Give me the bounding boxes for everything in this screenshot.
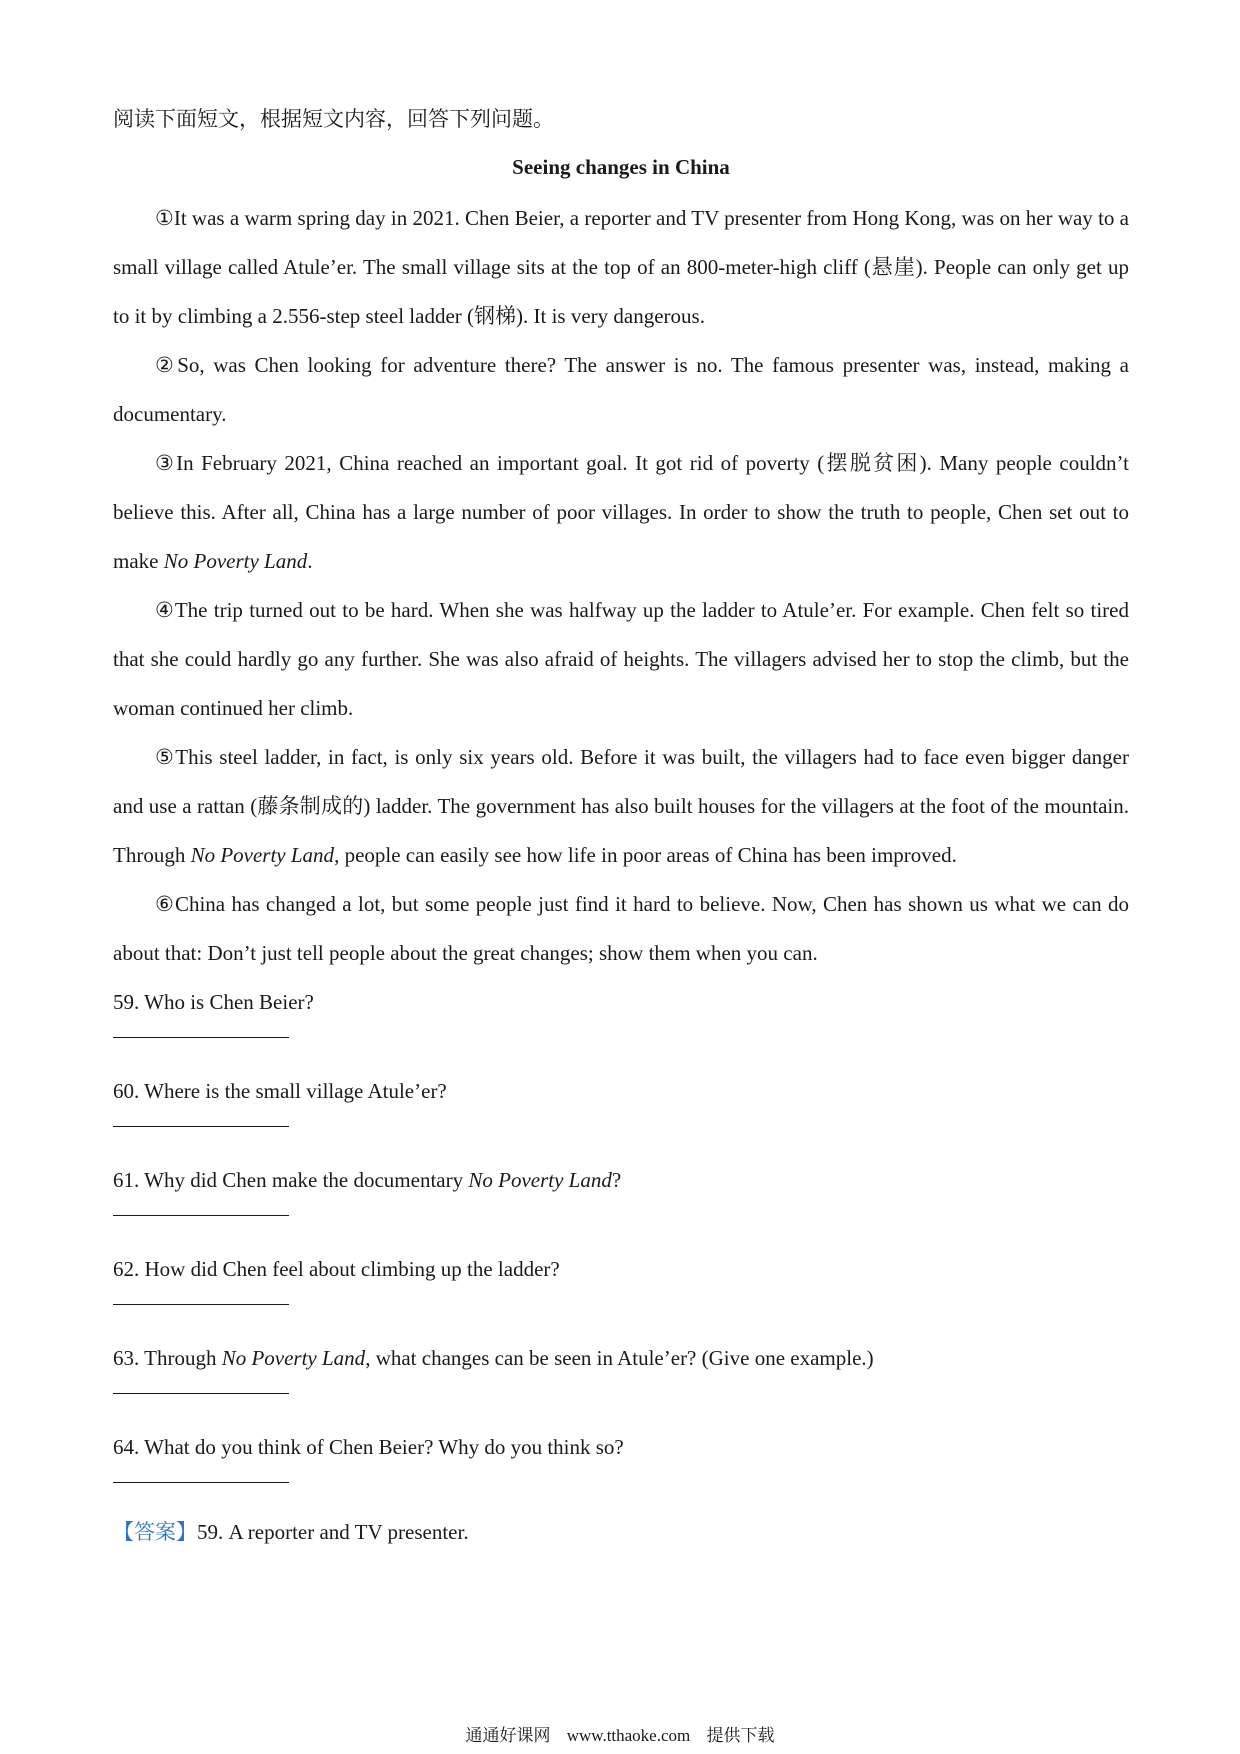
question-61 [113,1156,1129,1205]
documentary-title: No Poverty Land [190,843,335,867]
question-61-end: ? [611,1168,622,1192]
document-page [113,100,1129,1552]
answer-blank-64[interactable] [113,1482,289,1483]
question-63-text: 63. Through [113,1346,222,1370]
answer-blank-60[interactable] [113,1126,289,1127]
answer-blank-59[interactable] [113,1037,289,1038]
footer-download-text: 提供下载 [706,1726,775,1745]
answer-blank-61[interactable] [113,1215,289,1216]
question-64: 64. What do you think of Chen Beier? Why do you think so? [113,1435,624,1459]
paragraph-5 [113,733,1129,880]
paragraph-1: ①It was a warm spring day in 2021. Chen Beier, a reporter and TV presenter from Hong Kong, was on her way to a small village called Atule’er. The small village sits at the top of an 800-meter-high cliff (悬崖). People can only get up to it by climbing a 2.556-step steel ladder (钢梯). It is very dangerous. [113,206,1129,328]
question-list [113,978,1129,1483]
paragraph-3-end: . [307,549,313,573]
answer-blank-63[interactable] [113,1393,289,1394]
answer-tag: 【答案】 [113,1520,197,1544]
question-59: 59. Who is Chen Beier? [113,990,314,1014]
paragraph-5-text: ⑤This steel ladder, in fact, is only six years old. Before it was built, the villagers had to face even bigger danger and use a rattan (藤条制成的) ladder. The government has also built houses for the villagers at the foot of the mountain. Through [113,745,1129,867]
answer-blank-62[interactable] [113,1304,289,1305]
answer-text: 59. A reporter and TV presenter. [197,1520,469,1544]
paragraph-6: ⑥China has changed a lot, but some people just find it hard to believe. Now, Chen has shown us what we can do about that: Don’t just tell people about the great changes; show them when you can. [113,892,1129,965]
paragraph-5-end: , people can easily see how life in poor areas of China has been improved. [334,843,957,867]
passage-title: Seeing changes in China [512,155,730,179]
instruction-text: 阅读下面短文，根据短文内容，回答下列问题。 [113,107,554,131]
documentary-title: No Poverty Land [468,1168,612,1192]
page-footer [0,1724,1240,1748]
question-63-end: , what changes can be seen in Atule’er? (Give one example.) [365,1346,874,1370]
paragraph-2: ②So, was Chen looking for adventure there? The answer is no. The famous presenter was, instead, making a documentary. [113,353,1129,426]
question-62: 62. How did Chen feel about climbing up the ladder? [113,1257,560,1281]
footer-site-link[interactable]: www.tthaoke.com [566,1726,691,1745]
paragraph-3 [113,439,1129,586]
answer-section [113,1512,1129,1552]
question-63 [113,1334,1129,1383]
passage [113,194,1129,978]
question-60: 60. Where is the small village Atule’er? [113,1079,447,1103]
paragraph-4: ④The trip turned out to be hard. When she was halfway up the ladder to Atule’er. For example. Chen felt so tired that she could hardly go any further. She was also afraid of heights. The villagers advised her to stop the climb, but the woman continued her climb. [113,598,1129,720]
documentary-title: No Poverty Land [221,1346,366,1370]
footer-brand: 通通好课网 [465,1726,551,1745]
documentary-title: No Poverty Land [163,549,308,573]
paragraph-3-text: ③In February 2021, China reached an important goal. It got rid of poverty (摆脱贫困). Many people couldn’t believe this. After all, China has a large number of poor villages. In order to show the truth to people, Chen set out to make [113,451,1129,573]
question-61-text: 61. Why did Chen make the documentary [113,1168,469,1192]
